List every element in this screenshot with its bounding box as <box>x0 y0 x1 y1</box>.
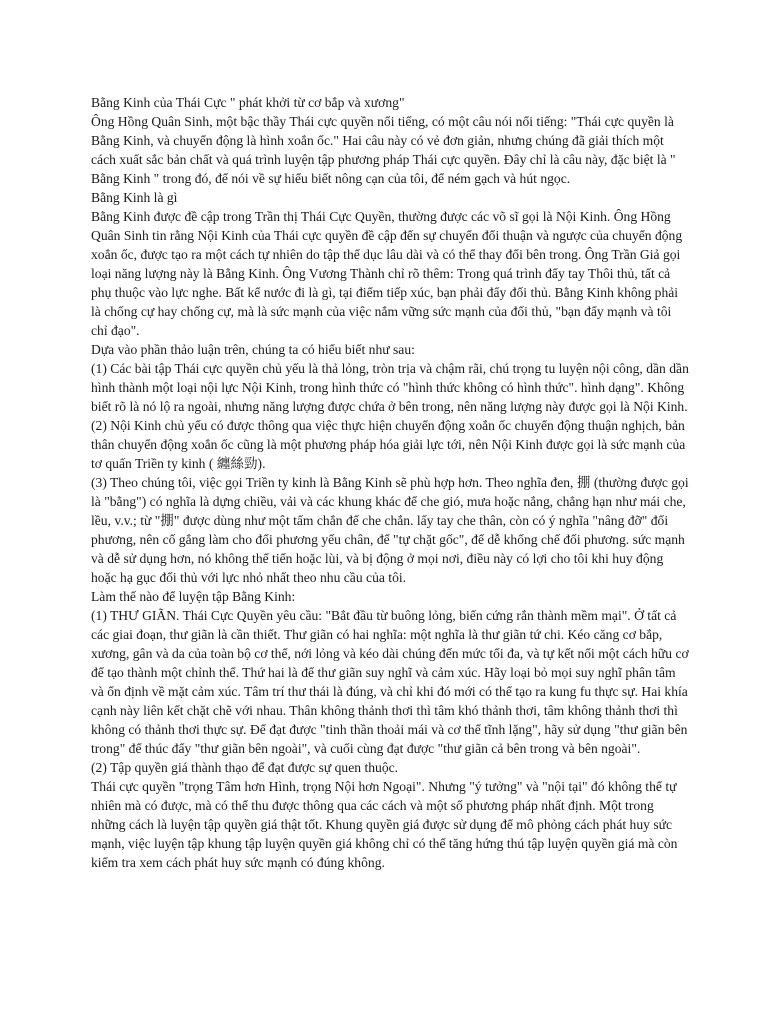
intro-paragraph: Ông Hồng Quân Sinh, một bậc thầy Thái cực quyền nổi tiếng, có một câu nói nổi tiếng: "Thái cực quyền là Bằng Kinh, và chuyển động là hình xoắn ốc." Hai câu này có vẻ đơn giản, nhưng chúng đã giải thích một cách xuất sắc bản chất và quá trình luyện tập phương pháp Thái cực quyền. Đây chỉ là câu này, đặc biệt là " Bằng Kinh " trong đó, để nói về sự hiểu biết nông cạn của tôi, để ném gạch và hút ngọc. <box>91 114 676 186</box>
practice-2-paragraph: Thái cực quyền "trọng Tâm hơn Hình, trọng Nội hơn Ngoại". Nhưng "ý tưởng" và "nội tại" đó không thể tự nhiên mà có được, mà có thể thu được thông qua các cách và một số phương pháp nhất định. Một trong những cách là luyện tập quyền giá thật tốt. Khung quyền giá được sử dụng để mô phỏng cách phát huy sức mạnh, việc luyện tập khung tập luyện quyền giá không chỉ có thể tăng hứng thú tập luyện quyền giá mà còn kiểm tra xem cách phát huy sức mạnh có đúng không. <box>91 779 678 870</box>
point-3-paragraph: (3) Theo chúng tôi, việc gọi Triền ty kinh là Bằng Kinh sẽ phù hợp hơn. Theo nghĩa đen, 掤 (thường được gọi là "bằng") có nghĩa là dựng chiều, vải và các khung khác để che gió, mưa hoặc nắng, chẳng hạn như mái che, lều, v.v.; từ "掤" được dùng như một tấm chắn để che chắn. lấy tay che thân, còn có ý nghĩa "nâng đỡ" đối phương, nên cố gắng làm cho đối phương yếu chân, để "tự chặt gốc", để dễ khống chế đối phương. sức mạnh và dễ sử dụng hơn, nó không thể tiến hoặc lùi, và bị động ở mọi nơi, điều này có lợi cho tôi khi huy động hoặc hạ gục đối thủ với lực nhỏ nhất theo nhu cầu của tôi. <box>91 475 689 585</box>
discussion-lead: Dựa vào phần thảo luận trên, chúng ta có hiểu biết như sau: <box>91 342 415 357</box>
section-heading-how-to-practice: Làm thế nào để luyện tập Bằng Kinh: <box>91 589 296 604</box>
definition-paragraph: Bằng Kinh được đề cập trong Trần thị Thái Cực Quyền, thường được các võ sĩ gọi là Nội Kinh. Ông Hồng Quân Sinh tin rằng Nội Kinh của Thái cực quyền đề cập đến sự chuyển đổi thuận và ngược của chuyển động xoắn ốc, được tạo ra một cách tự nhiên do tập thể dục lâu dài và có thể thay đổi bên trong. Ông Trần Giả gọi loại năng lượng này là Bằng Kinh. Ông Vương Thành chỉ rõ thêm: Trong quá trình đẩy tay Thôi thủ, tất cả phụ thuộc vào lực nghe. Bất kể nước đi là gì, tại điểm tiếp xúc, bạn phải đẩy đối thủ. Bằng Kinh không phải là chống cự hay chống cự, mà là sức mạnh của việc nắm vững sức mạnh của đối thủ, "bạn đẩy mạnh và tôi chỉ đạo". <box>91 209 683 338</box>
section-heading-what-is: Bằng Kinh là gì <box>91 190 178 205</box>
point-2-paragraph: (2) Nội Kinh chủ yếu có được thông qua việc thực hiện chuyển động xoắn ốc chuyển động thuận nghịch, bản thân chuyển động xoắn ốc cũng là một phương pháp hóa giải lực tới, nên Nội Kinh được gọi là sức mạnh của tơ quấn Triền ty kinh ( 纏絲勁). <box>91 418 686 471</box>
document-page <box>91 93 691 872</box>
point-1-paragraph: (1) Các bài tập Thái cực quyền chủ yếu là thả lỏng, tròn trịa và chậm rãi, chú trọng tu luyện nội công, dần dần hình thành một loại nội lực Nội Kinh, trong hình thức có "hình thức không có hình thức". hình dạng". Không biết rõ là nó lộ ra ngoài, nhưng năng lượng được chứa ở bên trong, nên năng lượng này được gọi là Nội Kinh. <box>91 361 689 414</box>
practice-2-heading: (2) Tập quyền giá thành thạo để đạt được sự quen thuộc. <box>91 760 399 775</box>
document-title: Bằng Kinh của Thái Cực " phát khởi từ cơ bắp và xương" <box>91 95 405 110</box>
practice-1-relax-paragraph: (1) THƯ GIÃN. Thái Cực Quyền yêu cầu: "Bắt đầu từ buông lỏng, biến cứng rắn thành mềm mại". Ở tất cả các giai đoạn, thư giãn là cần thiết. Thư giãn có hai nghĩa: một nghĩa là thư giãn tứ chi. Kéo căng cơ bắp, xương, gân và da của toàn bộ cơ thể, nới lỏng và kéo dài chúng đến mức tối đa, và tự kết nối một cách hữu cơ để tạo thành một chỉnh thể. Thứ hai là để thư giãn suy nghĩ và cảm xúc. Hãy loại bỏ mọi suy nghĩ phân tâm và ổn định về mặt cảm xúc. Tâm trí thư thái là đúng, và chỉ khi đó mới có thể tạo ra kung fu thực sự. Hai khía cạnh này liên kết chặt chẽ với nhau. Thân không thảnh thơi thì tâm khó thảnh thơi, tâm không thảnh thơi thì không có thảnh thơi thực sự. Để đạt được "tinh thần thoải mái và cơ thể tĩnh lặng", hãy sử dụng "thư giãn bên trong" để thúc đẩy "thư giãn bên ngoài", và cuối cùng đạt được "thư giãn cả bên trong và bên ngoài". <box>91 608 689 756</box>
